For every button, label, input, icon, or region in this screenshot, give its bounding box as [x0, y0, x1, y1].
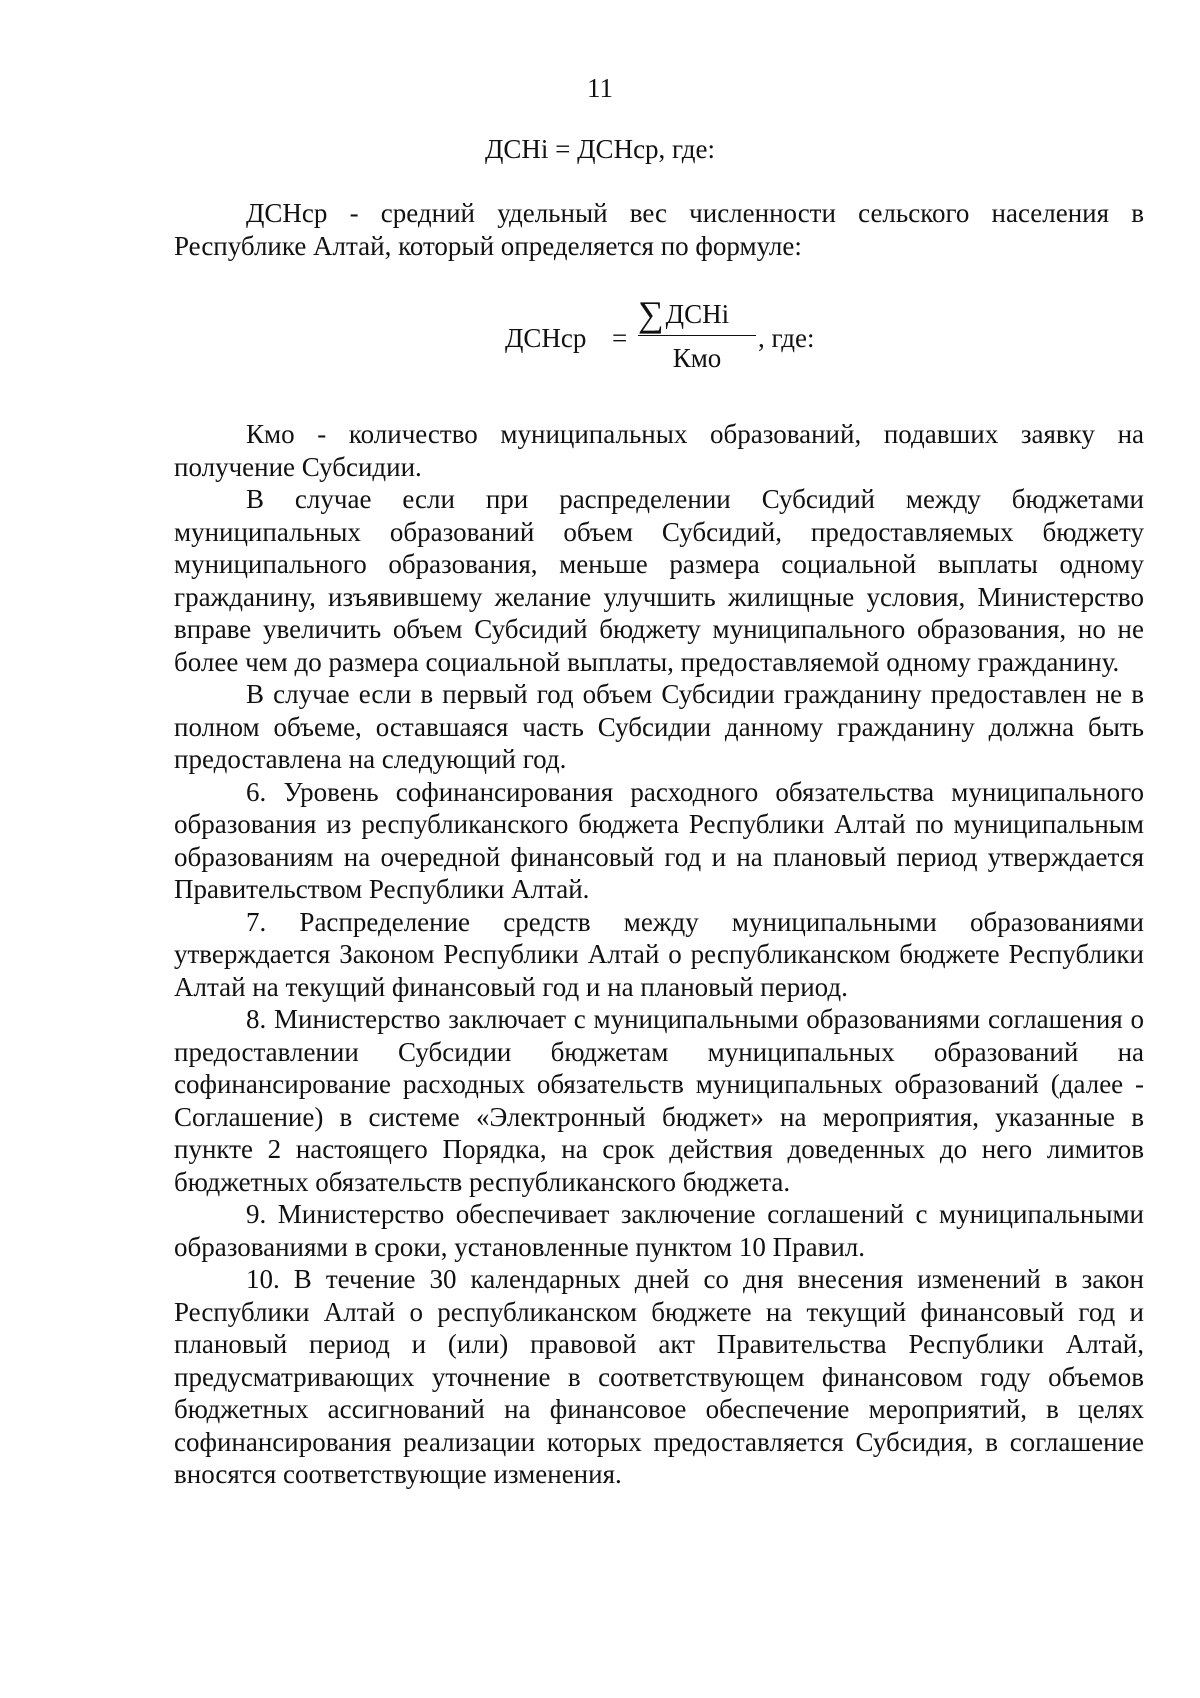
paragraph-item-7: 7. Распределение средств между муниципальными образованиями утверждается Законом Республики Алтай о республиканском бюджете Республики Алтай на текущий финансовый год и на плановый период. — [174, 906, 1144, 1002]
formula-equals-sign: = — [612, 323, 628, 353]
formula-fraction — [638, 294, 756, 380]
paragraph-kmo-definition: Кмо - количество муниципальных образований, подавших заявку на получение Субсидии. — [174, 419, 1144, 482]
paragraph-item-6: 6. Уровень софинансирования расходного обязательства муниципального образования из республиканского бюджета Республики Алтай по муниципальным образованиям на очередной финансовый год и на плановый период утверждается Правительством Республики Алтай. — [174, 776, 1144, 904]
paragraph-item-9: 9. Министерство обеспечивает заключение соглашений с муниципальными образованиями в сроки, установленные пунктом 10 Правил. — [174, 1199, 1144, 1262]
paragraph-first-year: В случае если в первый год объем Субсидии гражданину предоставлен не в полном объеме, оставшаяся часть Субсидии данному гражданину должна быть предоставлена на следующий год. — [174, 679, 1144, 774]
definition-block — [174, 197, 1144, 262]
paragraph-item-10: 10. В течение 30 календарных дней со дня внесения изменений в закон Республики Алтай о республиканском бюджете на текущий финансовый год и плановый период и (или) правовой акт Правительства Республики Алтай, предусматривающих уточнение в соответствующем финансовом году объемов бюджетных ассигнований на финансовое обеспечение мероприятий, в целях софинансирования реализации которых предоставляется Субсидия, в соглашение вносятся соответствующие изменения. — [174, 1264, 1144, 1489]
page-number: 11 — [587, 73, 613, 103]
formula-tail: , где: — [758, 323, 815, 353]
formula-numerator — [638, 294, 756, 334]
formula-numerator-text: ДСНi — [665, 299, 730, 329]
formula-lhs: ДСНср — [505, 323, 587, 353]
summation-symbol: ∑ — [638, 294, 664, 334]
body-text — [174, 418, 1144, 1491]
definition-dsn-paragraph: ДСНср - средний удельный вес численности сельского населения в Республике Алтай, который определяется по формуле: — [174, 198, 1144, 261]
paragraph-subsidy-distribution: В случае если при распределении Субсидий между бюджетами муниципальных образований объем Субсидий, предоставляемых бюджету муниципального образования, меньше размера социальной выплаты одному гражданину, изъявившему желание улучшить жилищные условия, Министерство вправе увеличить объем Субсидий бюджету муниципального образования, но не более чем до размера социальной выплаты, предоставляемой одному гражданину. — [174, 484, 1144, 677]
formula-denominator: Кмо — [672, 343, 722, 373]
formula-equality: ДСНi = ДСНср, где: — [484, 134, 715, 164]
paragraph-item-8: 8. Министерство заключает с муниципальными образованиями соглашения о предоставлении Субсидии бюджетам муниципальных образований на софинансирование расходных обязательств муниципальных образований (далее - Соглашение) в системе «Электронный бюджет» на мероприятия, указанные в пункте 2 настоящего Порядка, на срок действия доведенных до него лимитов бюджетных обязательств республиканского бюджета. — [174, 1004, 1144, 1197]
fraction-bar — [638, 335, 756, 336]
